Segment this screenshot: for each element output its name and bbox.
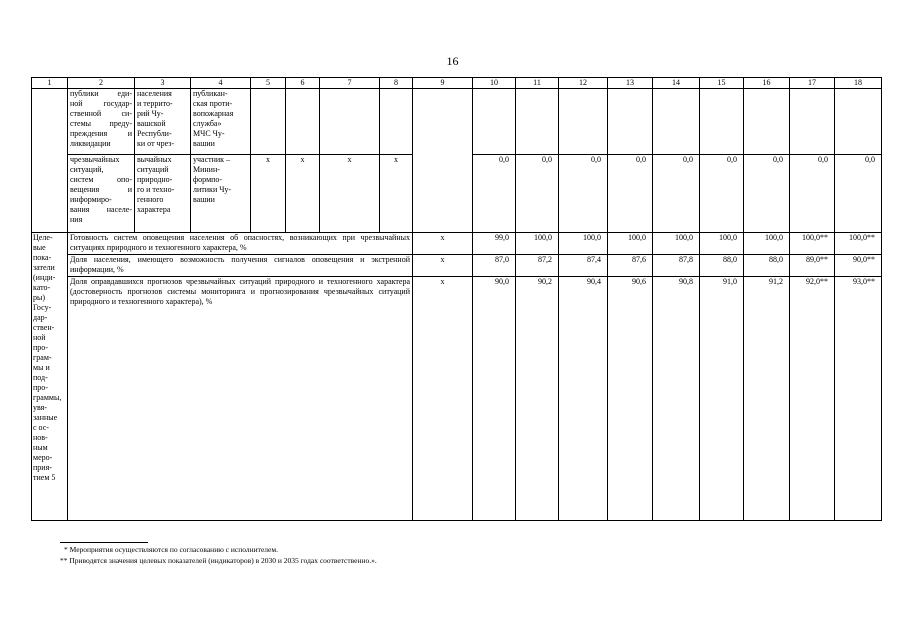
text-line: публикан- xyxy=(193,89,228,98)
executor-cell-bottom xyxy=(191,155,251,233)
text-line: населения xyxy=(137,89,172,98)
executor-cell-top xyxy=(191,89,251,155)
value-cell: 89,0** xyxy=(790,255,835,277)
value-cell: 90,8 xyxy=(653,277,700,521)
x-mark-cell: x xyxy=(413,277,473,521)
text-line: ситуаций xyxy=(137,165,169,174)
indicator-name: Готовность систем оповещения населения об опасностях, возникающих при чрезвычайных ситуациях природного и техногенного характера, % xyxy=(68,233,413,255)
value-cell: 90,0 xyxy=(473,277,516,521)
col-number: 4 xyxy=(191,78,251,89)
value-cell: 0,0 xyxy=(790,155,835,233)
x-mark-cell: x xyxy=(380,155,413,233)
footnote: ** Приводятся значения целевых показателей (индикаторов) в 2030 и 2035 годах соответственно.». xyxy=(60,556,377,565)
value-cell: 88,0 xyxy=(700,255,744,277)
text-line: (инди- xyxy=(33,273,56,282)
value-cell: 87,0 xyxy=(473,255,516,277)
col-number: 3 xyxy=(135,78,191,89)
text-line: Целе- xyxy=(33,233,53,242)
value-cell: 93,0** xyxy=(835,277,882,521)
empty-cell xyxy=(835,89,882,155)
text-line: ственной си- xyxy=(70,109,132,118)
value-cell: 100,0** xyxy=(835,233,882,255)
empty-cell xyxy=(413,89,473,233)
text-line: вещения и xyxy=(70,185,132,194)
empty-cell xyxy=(286,89,320,155)
indicator-row xyxy=(32,255,882,277)
empty-cell xyxy=(653,89,700,155)
text-line: прия- xyxy=(33,463,52,472)
footnote: * Мероприятия осуществляются по согласованию с исполнителем. xyxy=(64,545,278,554)
text-line: литики Чу- xyxy=(193,185,232,194)
value-cell: 100,0 xyxy=(744,233,790,255)
col-number: 18 xyxy=(835,78,882,89)
value-cell: 90,4 xyxy=(559,277,608,521)
col-number: 14 xyxy=(653,78,700,89)
text-line: публики еди- xyxy=(70,89,132,98)
col-number: 11 xyxy=(516,78,559,89)
text-line: вычайных xyxy=(137,155,172,164)
text-line: пока- xyxy=(33,253,52,262)
empty-cell xyxy=(32,89,68,233)
text-line: нов- xyxy=(33,433,48,442)
value-cell: 90,6 xyxy=(608,277,653,521)
value-cell: 0,0 xyxy=(744,155,790,233)
continuation-row-top xyxy=(32,89,882,155)
value-cell: 88,0 xyxy=(744,255,790,277)
col-number: 15 xyxy=(700,78,744,89)
event-name-cell-top xyxy=(68,89,135,155)
value-cell: 0,0 xyxy=(653,155,700,233)
text-line: затели xyxy=(33,263,55,272)
text-line: участник – xyxy=(193,155,231,164)
value-cell: 92,0** xyxy=(790,277,835,521)
indicator-label-cell xyxy=(32,233,68,521)
value-cell: 87,6 xyxy=(608,255,653,277)
text-line: вашии xyxy=(193,195,215,204)
event-name-cell-bottom xyxy=(68,155,135,233)
value-cell: 100,0 xyxy=(559,233,608,255)
text-line: ния xyxy=(70,215,83,224)
x-mark-cell: x xyxy=(251,155,286,233)
col-number: 2 xyxy=(68,78,135,89)
col-number: 7 xyxy=(320,78,380,89)
x-mark-cell: x xyxy=(320,155,380,233)
text-line: ной xyxy=(33,333,46,342)
x-mark-cell: x xyxy=(413,233,473,255)
value-cell: 0,0 xyxy=(835,155,882,233)
empty-cell xyxy=(473,89,516,155)
text-line: вашской xyxy=(137,119,166,128)
text-line: занные xyxy=(33,413,58,422)
value-cell: 99,0 xyxy=(473,233,516,255)
value-cell: 100,0 xyxy=(608,233,653,255)
column-number-row xyxy=(32,78,882,89)
empty-cell xyxy=(559,89,608,155)
col-number: 13 xyxy=(608,78,653,89)
col-number: 5 xyxy=(251,78,286,89)
value-cell: 87,2 xyxy=(516,255,559,277)
text-line: вые xyxy=(33,243,46,252)
text-line: дар- xyxy=(33,313,48,322)
x-mark-cell: x xyxy=(286,155,320,233)
value-cell: 0,0 xyxy=(700,155,744,233)
text-line: ликвидации xyxy=(70,139,111,148)
text-line: Минин- xyxy=(193,165,220,174)
value-cell: 0,0 xyxy=(516,155,559,233)
text-line: грам- xyxy=(33,353,52,362)
text-line: стемы преду- xyxy=(70,119,132,128)
text-line: ская проти- xyxy=(193,99,233,108)
text-line: с ос- xyxy=(33,423,49,432)
text-line: природно- xyxy=(137,175,173,184)
indicator-row xyxy=(32,277,882,521)
text-line: вопожарная xyxy=(193,109,234,118)
col-number: 6 xyxy=(286,78,320,89)
empty-cell xyxy=(516,89,559,155)
value-cell: 0,0 xyxy=(608,155,653,233)
text-line: меро- xyxy=(33,453,53,462)
value-cell: 100,0 xyxy=(700,233,744,255)
col-number: 16 xyxy=(744,78,790,89)
value-cell: 100,0 xyxy=(516,233,559,255)
empty-cell xyxy=(608,89,653,155)
text-line: ствен- xyxy=(33,323,55,332)
text-line: формпо- xyxy=(193,175,223,184)
indicator-row xyxy=(32,233,882,255)
text-line: рий Чу- xyxy=(137,109,164,118)
empty-cell xyxy=(744,89,790,155)
value-cell: 87,8 xyxy=(653,255,700,277)
empty-cell xyxy=(700,89,744,155)
text-line: като- xyxy=(33,283,51,292)
col-number: 10 xyxy=(473,78,516,89)
text-line: ры) xyxy=(33,293,46,302)
indicator-name: Доля населения, имеющего возможность получения сигналов оповещения и экстренной информации, % xyxy=(68,255,413,277)
text-line: под- xyxy=(33,373,48,382)
text-line: ситуаций, xyxy=(70,165,104,174)
value-cell: 100,0** xyxy=(790,233,835,255)
text-line: МЧС Чу- xyxy=(193,129,225,138)
text-line: ной государ- xyxy=(70,99,132,108)
value-cell: 90,2 xyxy=(516,277,559,521)
col-number: 17 xyxy=(790,78,835,89)
goal-cell-top xyxy=(135,89,191,155)
x-mark-cell: x xyxy=(413,255,473,277)
text-line: ки от чрез- xyxy=(137,139,175,148)
indicator-name: Доля оправдавшихся прогнозов чрезвычайных ситуаций природного и техногенного характера (достоверность прогнозов системы мониторинга и прогнозирования чрезвычайных ситуаций природного и техногенного характера), % xyxy=(68,277,413,521)
value-cell: 91,0 xyxy=(700,277,744,521)
text-line: Госу- xyxy=(33,303,52,312)
text-line: генного xyxy=(137,195,164,204)
text-line: информиро- xyxy=(70,195,112,204)
program-table xyxy=(31,77,882,521)
footnotes xyxy=(60,544,377,566)
text-line: тием 5 xyxy=(33,473,56,482)
empty-cell xyxy=(380,89,413,155)
value-cell: 91,2 xyxy=(744,277,790,521)
value-cell: 0,0 xyxy=(473,155,516,233)
goal-cell-bottom xyxy=(135,155,191,233)
empty-cell xyxy=(320,89,380,155)
text-line: мы и xyxy=(33,363,50,372)
text-line: служба» xyxy=(193,119,222,128)
col-number: 12 xyxy=(559,78,608,89)
text-line: чрезвычайных xyxy=(70,155,120,164)
text-line: характера xyxy=(137,205,171,214)
text-line: преждения и xyxy=(70,129,132,138)
empty-cell xyxy=(790,89,835,155)
value-cell: 90,0** xyxy=(835,255,882,277)
value-cell: 0,0 xyxy=(559,155,608,233)
text-line: вания населе- xyxy=(70,205,132,214)
text-line: го и техно- xyxy=(137,185,175,194)
text-line: Республи- xyxy=(137,129,172,138)
page-number: 16 xyxy=(446,54,459,68)
text-line: ным xyxy=(33,443,48,452)
text-line: и террито- xyxy=(137,99,173,108)
text-line: про- xyxy=(33,343,48,352)
col-number: 1 xyxy=(32,78,68,89)
empty-cell xyxy=(251,89,286,155)
text-line: вашии xyxy=(193,139,215,148)
text-line: увя- xyxy=(33,403,48,412)
value-cell: 100,0 xyxy=(653,233,700,255)
text-line: про- xyxy=(33,383,48,392)
text-line: систем опо- xyxy=(70,175,132,184)
col-number: 8 xyxy=(380,78,413,89)
value-cell: 87,4 xyxy=(559,255,608,277)
footnote-divider xyxy=(60,542,148,543)
col-number: 9 xyxy=(413,78,473,89)
text-line: граммы, xyxy=(33,393,62,402)
